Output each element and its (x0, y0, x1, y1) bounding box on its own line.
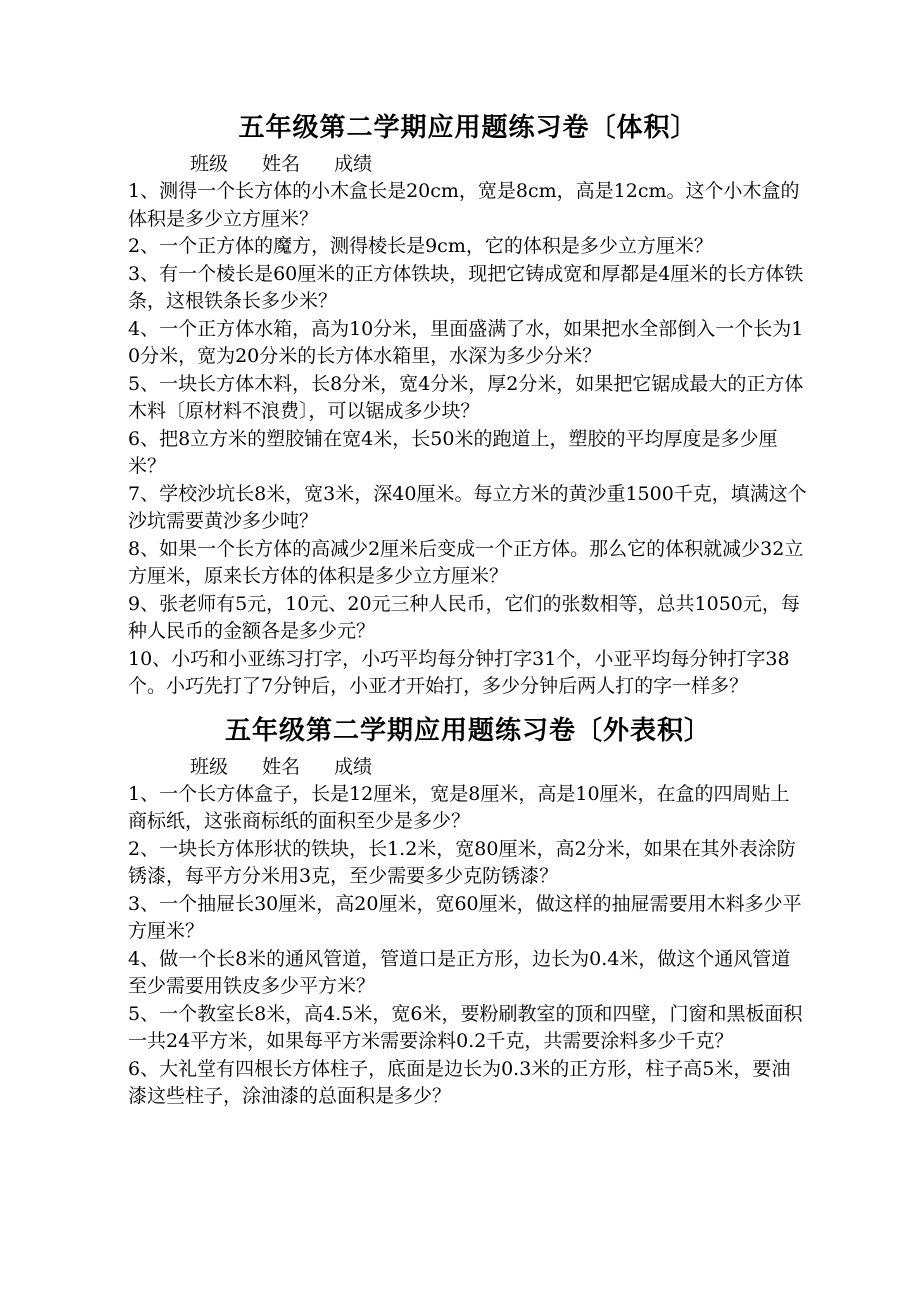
name-label: 姓名 (262, 153, 301, 175)
section-title-surface-area: 五年级第二学期应用题练习卷〔外表积〕 (224, 715, 711, 746)
student-info-line (128, 753, 808, 781)
class-label: 班级 (190, 153, 229, 175)
worksheet-page (128, 104, 808, 1111)
question-item: 4、做一个长8米的通风管道，管道口是正方形，边长为0.4米，做这个通风管道至少需要用铁皮多少平方米？ (128, 947, 791, 997)
score-label: 成绩 (334, 153, 373, 175)
question-item: 3、有一个棱长是60厘米的正方体铁块，现把它铸成宽和厚都是4厘米的长方体铁条，这根铁条长多少米？ (128, 262, 804, 312)
question-item: 8、如果一个长方体的高减少2厘米后变成一个正方体。那么它的体积就减少32立方厘米，原来长方体的体积是多少立方厘米？ (128, 537, 804, 587)
question-item: 4、一个正方体水箱，高为10分米，里面盛满了水，如果把水全部倒入一个长为10分米，宽为20分米的长方体水箱里，水深为多少分米？ (128, 317, 804, 367)
question-item: 6、把8立方米的塑胶铺在宽4米，长50米的跑道上，塑胶的平均厚度是多少厘米？ (128, 427, 778, 477)
question-item: 1、一个长方体盒子，长是12厘米，宽是8厘米，高是10厘米，在盒的四周贴上商标纸，这张商标纸的面积至少是多少？ (128, 782, 790, 832)
score-label: 成绩 (334, 755, 373, 778)
surface-area-section (128, 707, 808, 1111)
question-item: 2、一块长方体形状的铁块，长1.2米，宽80厘米，高2分米，如果在其外表涂防锈漆，每平方分米用3克，至少需要多少克防锈漆？ (128, 837, 796, 887)
question-item: 7、学校沙坑长8米，宽3米，深40厘米。每立方米的黄沙重1500千克，填满这个沙坑需要黄沙多少吨？ (128, 482, 807, 532)
question-item: 1、测得一个长方体的小木盒长是20cm，宽是8cm，高是12cm。这个小木盒的体积是多少立方厘米？ (128, 180, 800, 230)
question-list-surface-area (128, 781, 808, 1111)
question-item: 2、一个正方体的魔方，测得棱长是9cm，它的体积是多少立方厘米？ (128, 235, 713, 257)
name-label: 姓名 (262, 755, 301, 778)
question-item: 5、一块长方体木料，长8分米，宽4分米，厚2分米，如果把它锯成最大的正方体木料〔原材料不浪费〕，可以锯成多少块？ (128, 372, 804, 422)
section-title-volume: 五年级第二学期应用题练习卷〔体积〕 (238, 113, 698, 143)
volume-section (128, 104, 808, 701)
question-item: 5、一个教室长8米，高4.5米，宽6米，要粉刷教室的顶和四壁，门窗和黑板面积一共24平方米，如果每平方米需要涂料0.2千克，共需要涂料多少千克？ (128, 1002, 803, 1052)
class-label: 班级 (190, 755, 229, 778)
question-list-volume (128, 178, 808, 701)
question-item: 3、一个抽屉长30厘米，高20厘米，宽60厘米，做这样的抽屉需要用木料多少平方厘米？ (128, 892, 802, 942)
question-item: 9、张老师有5元，10元、20元三种人民币，它们的张数相等，总共1050元，每种人民币的金额各是多少元？ (128, 592, 800, 642)
question-item: 10、小巧和小亚练习打字，小巧平均每分钟打字31个，小亚平均每分钟打字38个。小巧先打了7分钟后，小亚才开始打，多少分钟后两人打的字一样多？ (128, 647, 790, 697)
student-info-line (128, 150, 808, 178)
question-item: 6、大礼堂有四根长方体柱子，底面是边长为0.3米的正方形，柱子高5米，要油漆这些柱子，涂油漆的总面积是多少？ (128, 1057, 791, 1107)
